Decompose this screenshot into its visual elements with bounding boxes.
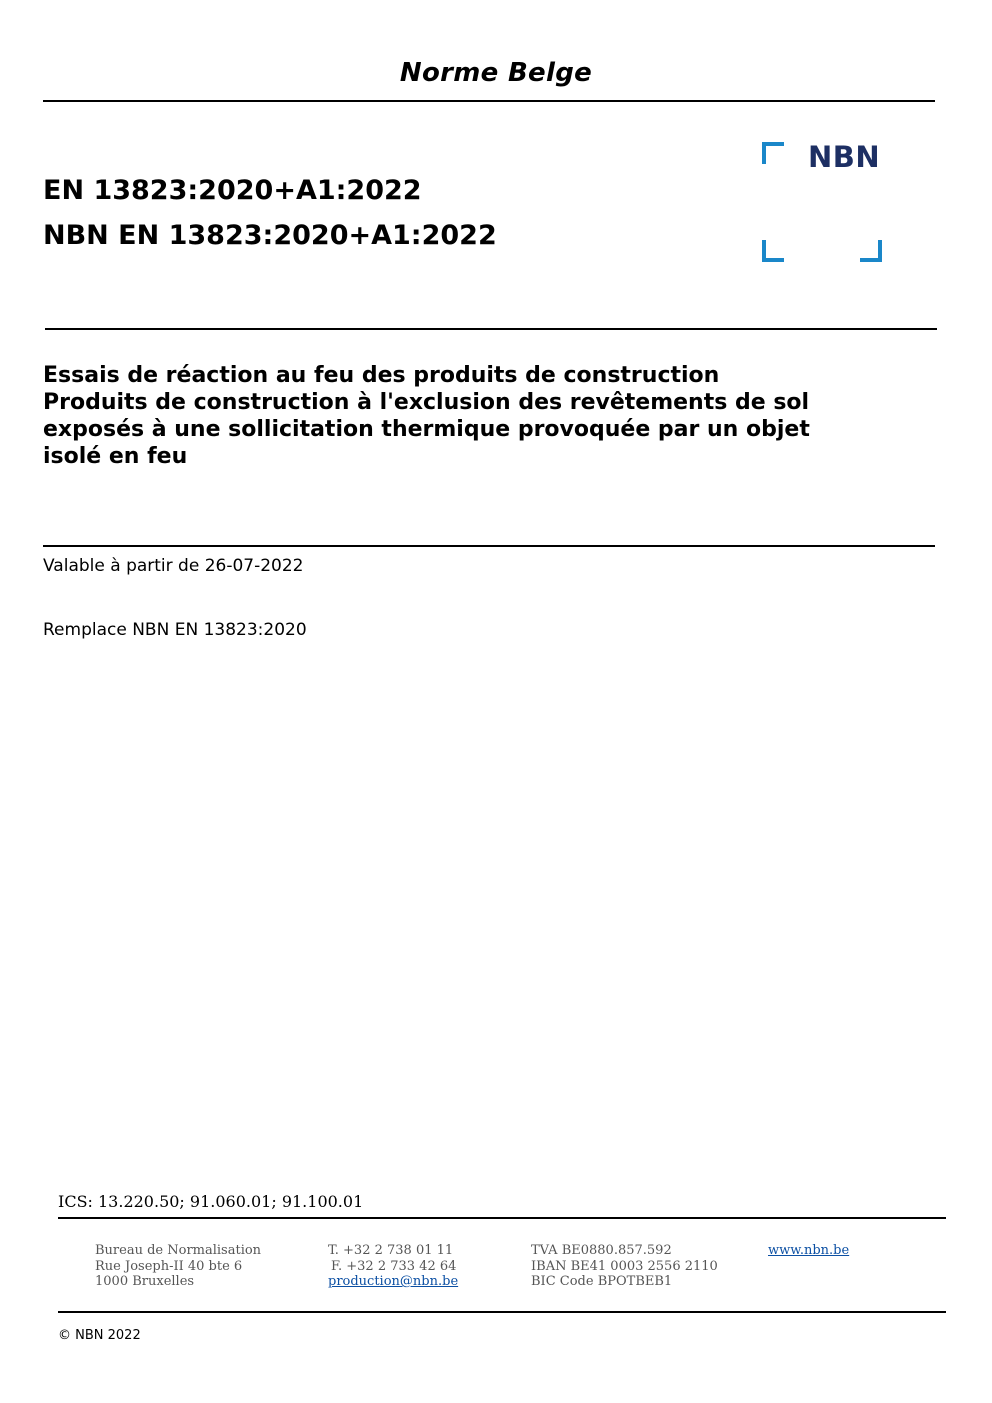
phone-number: T. +32 2 738 01 11: [328, 1243, 454, 1258]
footer-bank-info: [531, 1243, 718, 1290]
nbn-logo: [762, 140, 886, 264]
footer-bottom-divider: [58, 1311, 946, 1313]
logo-bracket-bottom-left: [762, 240, 784, 262]
document-header-title: Norme Belge: [399, 58, 593, 88]
title-bottom-divider: [43, 545, 935, 547]
title-line-2: Produits de construction à l'exclusion des revêtements de sol: [43, 390, 810, 415]
fax-number: F. +32 2 733 42 64: [331, 1258, 457, 1274]
email-link[interactable]: production@nbn.be: [328, 1274, 459, 1289]
title-top-divider: [45, 328, 937, 330]
document-title: [43, 362, 903, 470]
nbn-standard-number: NBN EN 13823:2020+A1:2022: [43, 220, 497, 251]
iban-number: IBAN BE41 0003 2556 2110: [531, 1258, 718, 1274]
copyright-notice: © NBN 2022: [58, 1328, 141, 1343]
address-line: Rue Joseph-II 40 bte 6: [95, 1258, 243, 1274]
footer-address: [95, 1243, 261, 1290]
title-line-3: exposés à une sollicitation thermique provoquée par un objet: [43, 417, 810, 442]
en-standard-number: EN 13823:2020+A1:2022: [43, 175, 422, 206]
website-link[interactable]: www.nbn.be: [768, 1243, 850, 1258]
title-line-4: isolé en feu: [43, 444, 188, 469]
logo-bracket-top-left: [762, 142, 784, 164]
address-line: 1000 Bruxelles: [95, 1274, 195, 1289]
footer-top-divider: [58, 1217, 946, 1219]
ics-codes: ICS: 13.220.50; 91.060.01; 91.100.01: [58, 1192, 364, 1211]
tva-number: TVA BE0880.857.592: [531, 1243, 672, 1258]
footer-contact: [328, 1243, 458, 1290]
title-line-1: Essais de réaction au feu des produits de construction: [43, 363, 720, 388]
header-divider: [43, 100, 935, 102]
address-line: Bureau de Normalisation: [95, 1243, 262, 1258]
logo-bracket-bottom-right: [860, 240, 882, 262]
footer-web: [768, 1243, 849, 1259]
bic-code: BIC Code BPOTBEB1: [531, 1274, 673, 1289]
validity-date: Valable à partir de 26-07-2022: [43, 556, 304, 576]
logo-wordmark: NBN: [808, 140, 881, 174]
replaces-standard: Remplace NBN EN 13823:2020: [43, 620, 307, 640]
